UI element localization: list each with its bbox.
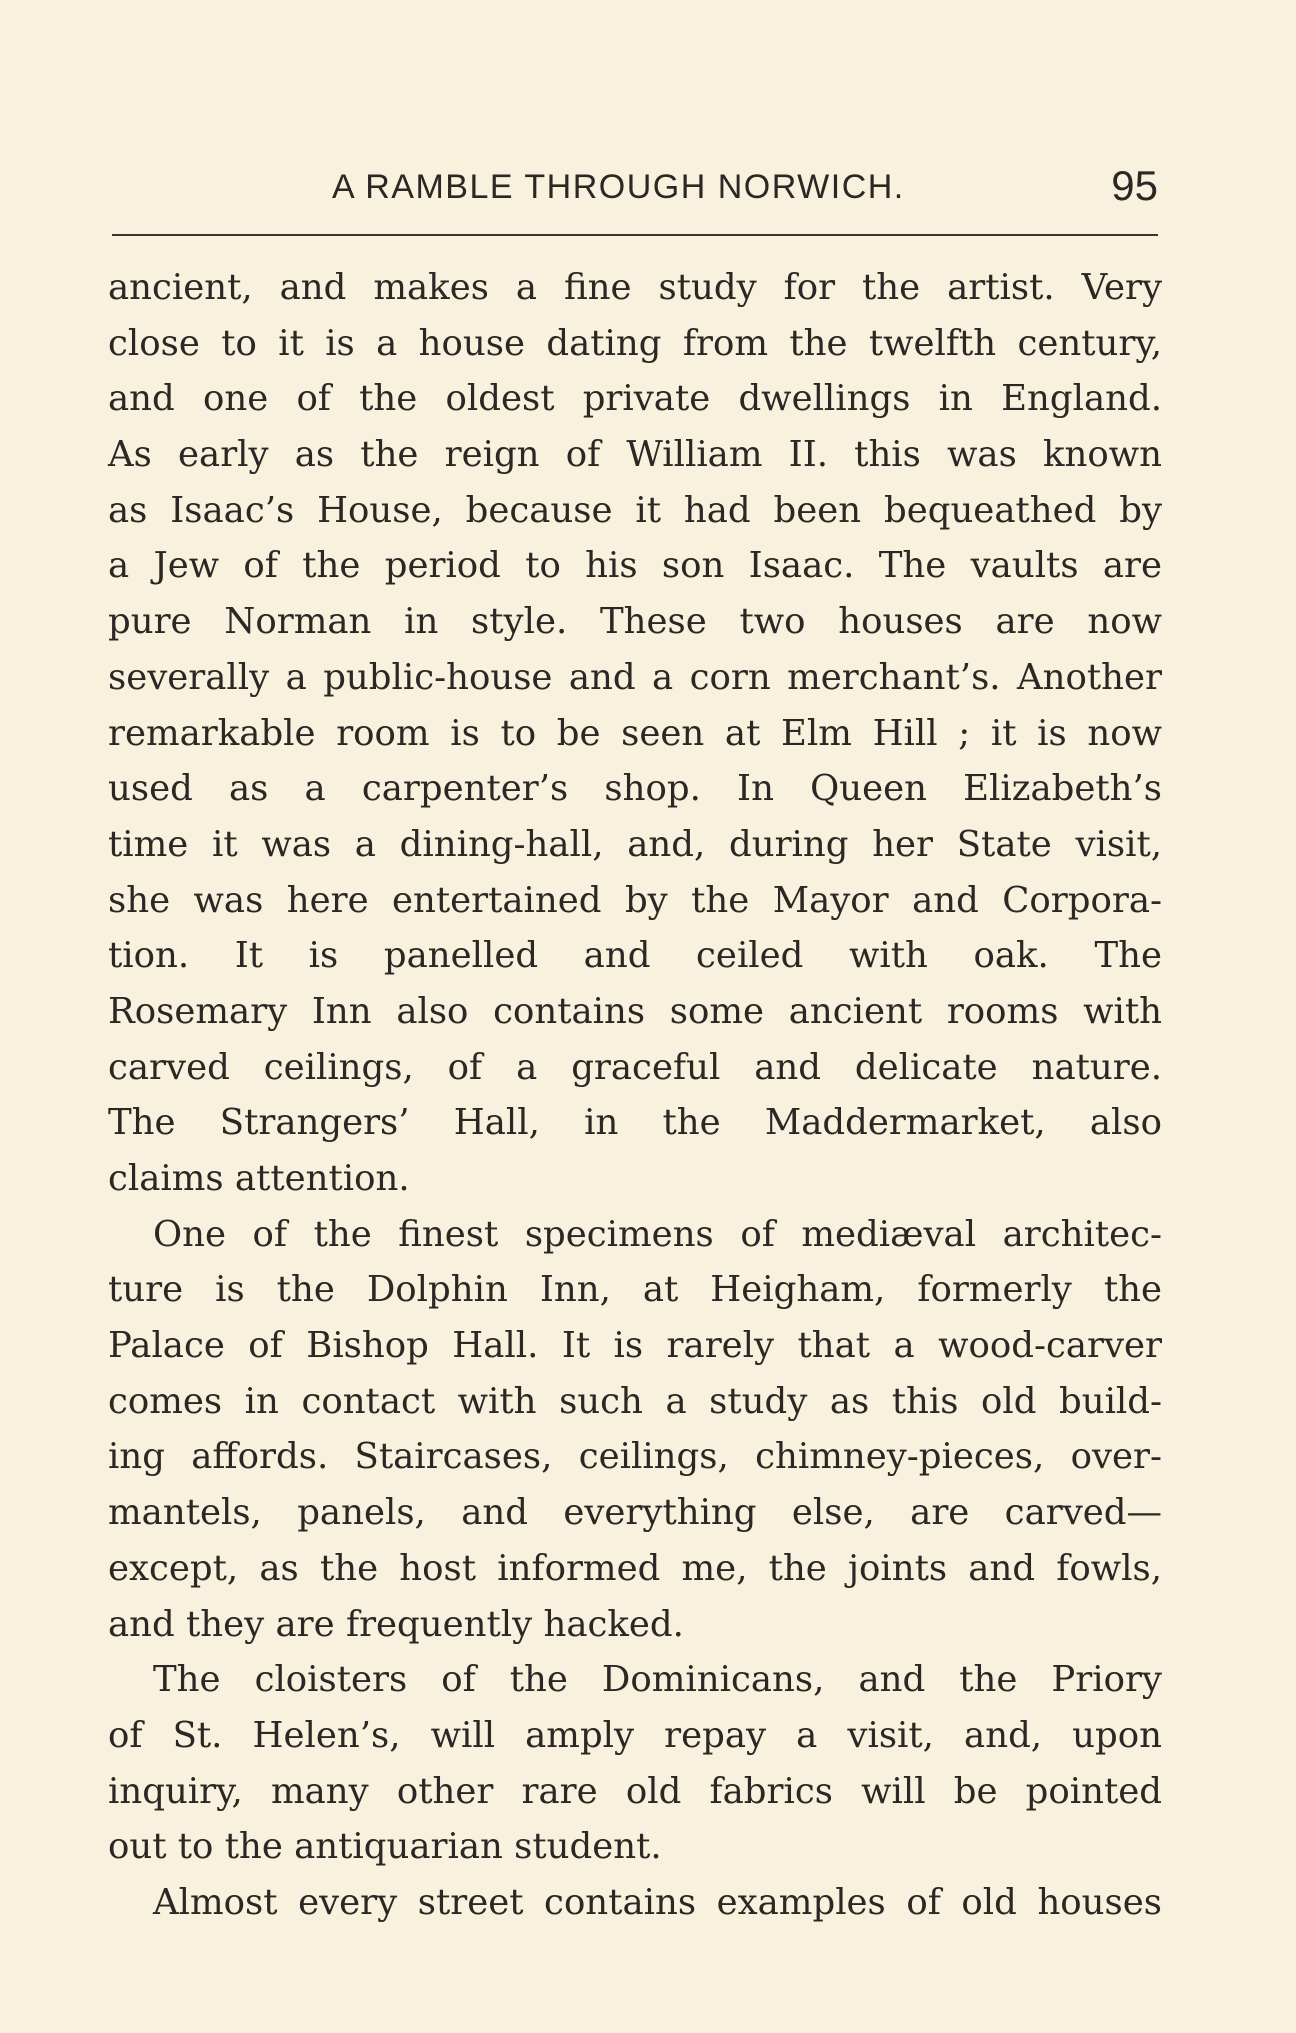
text-line: mantels, panels, and everything else, are carved— bbox=[108, 1492, 1162, 1534]
paragraph-start-line: One of the finest specimens of mediæval architec- bbox=[153, 1213, 1162, 1255]
text-line: inquiry, many other rare old fabrics will be pointed bbox=[108, 1770, 1162, 1812]
text-line: a Jew of the period to his son Isaac. The vaults are bbox=[108, 545, 1162, 587]
text-line: ancient, and makes a fine study for the artist. Very bbox=[108, 267, 1162, 308]
running-title: A RAMBLE THROUGH NORWICH. bbox=[332, 168, 905, 206]
text-line: The Strangers’ Hall, in the Maddermarket, also bbox=[108, 1102, 1162, 1144]
text-line: ing affords. Staircases, ceilings, chimney-pieces, over- bbox=[108, 1436, 1162, 1478]
text-line: as Isaac’s House, because it had been bequeathed by bbox=[108, 489, 1162, 531]
page-header bbox=[108, 162, 1158, 228]
text-line: claims attention. bbox=[108, 1158, 410, 1199]
text-line: comes in contact with such a study as this old build- bbox=[108, 1380, 1162, 1422]
text-line: of St. Helen’s, will amply repay a visit, and, upon bbox=[108, 1714, 1162, 1756]
header-rule bbox=[112, 234, 1158, 236]
paragraph-start-line: The cloisters of the Dominicans, and the Priory bbox=[153, 1659, 1162, 1701]
paragraph-start-line: Almost every street contains examples of old houses bbox=[153, 1881, 1162, 1923]
text-line: she was here entertained by the Mayor and Corpora- bbox=[108, 879, 1162, 921]
text-line: carved ceilings, of a graceful and delicate nature. bbox=[108, 1046, 1162, 1088]
text-line: remarkable room is to be seen at Elm Hill ; it is now bbox=[108, 712, 1162, 754]
text-line: pure Norman in style. These two houses are now bbox=[108, 601, 1162, 643]
text-line: Palace of Bishop Hall. It is rarely that a wood-carver bbox=[108, 1325, 1162, 1367]
text-line: tion. It is panelled and ceiled with oak. The bbox=[108, 935, 1162, 977]
text-line: used as a carpenter’s shop. In Queen Elizabeth’s bbox=[108, 768, 1162, 810]
text-line: ture is the Dolphin Inn, at Heigham, formerly the bbox=[108, 1269, 1162, 1311]
text-line: time it was a dining-hall, and, during her State visit, bbox=[108, 823, 1162, 865]
body-text bbox=[108, 260, 1162, 1931]
text-line: severally a public-house and a corn merchant’s. Another bbox=[108, 656, 1162, 698]
text-line: and they are frequently hacked. bbox=[108, 1603, 684, 1645]
text-line: except, as the host informed me, the joints and fowls, bbox=[108, 1547, 1162, 1589]
text-line: close to it is a house dating from the twelfth century, bbox=[108, 322, 1162, 364]
text-line: out to the antiquarian student. bbox=[108, 1826, 662, 1868]
page-number: 95 bbox=[1111, 162, 1158, 209]
text-line: Rosemary Inn also contains some ancient rooms with bbox=[108, 990, 1162, 1032]
text-line: As early as the reign of William II. this was known bbox=[108, 434, 1162, 476]
text-line: and one of the oldest private dwellings in England. bbox=[108, 378, 1162, 420]
